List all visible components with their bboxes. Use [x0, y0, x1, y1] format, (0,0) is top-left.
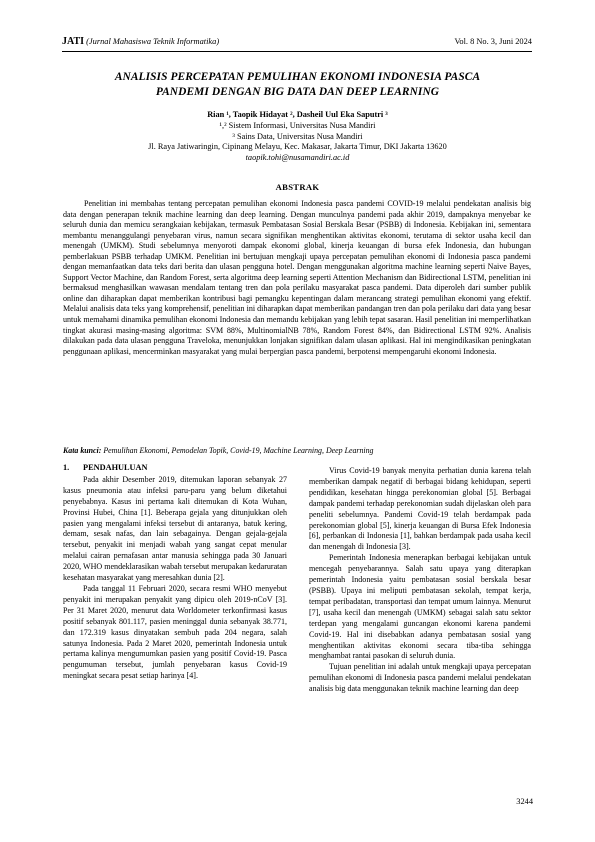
- keywords: [63, 446, 535, 455]
- header-divider: [62, 51, 532, 52]
- right-column: [309, 466, 531, 695]
- author-address: Jl. Raya Jatiwaringin, Cipinang Melayu, Kec. Makasar, Jakarta Timur, DKI Jakarta 13620: [148, 142, 447, 152]
- section-heading: [63, 463, 287, 474]
- abstract: [63, 199, 531, 357]
- body-paragraph: Pemerintah Indonesia menerapkan berbagai kebijakan untuk mencegah penyebarannya. Salah satu upaya yang diterapkan pemerintah Indonesia yaitu pembatasan sosial berskala besar (PSBB). Upaya ini meliputi pembatasan sekolah, tempat kerja, tempat peribadatan, transportasi dan tempat umum lainnya. Menurut [7], usaha kecil dan menengah (UMKM) sebagai salah satu sektor terdepan yang mengalami guncangan ekonomi karena pandemi Covid-19. Hal ini disebabkan adanya pembatasan sosial yang menghentikan aktivitas ekonomi secara tiba-tiba sehingga menghambat rantai pasokan di seluruh dunia.: [309, 553, 531, 661]
- author-names: Rian ¹, Taopik Hidayat ², Dasheil Uul Eka Saputri ³: [207, 110, 388, 119]
- body-paragraph: Pada akhir Desember 2019, ditemukan laporan sebanyak 27 kasus pneumonia atau infeksi paru-paru yang belum diketahui penyebabnya. Kasus ini pertama kali ditemukan di Kota Wuhan, Provinsi Hubei, China [1]. Beberapa gejala yang ditunjukkan oleh pasien yang mengalami infeksi tersebut di antaranya, batuk kering, demam, sesak nafas, dan lain sebagainya. Dengan gejala-gejala tersebut, penyakit ini menjadi wabah yang sangat cepat menular melalui cairan pernafasan antar manusia sehingga pada 30 Januari 2020, WHO mendeklarasikan wabah tersebut merupakan kedaruratan kesehatan masyarakat yang meresahkan dunia [2].: [63, 474, 287, 583]
- body-paragraph: Virus Covid-19 banyak menyita perhatian dunia karena telah memberikan dampak negatif di berbagai bidang kehidupan, seperti pendidikan, kesehatan hingga perekonomian global [5]. Berbagai dampak pandemi terhadap perekonomian sudah dijelaskan oleh para peneliti sebelumnya. Pandemi Covid-19 telah berdampak pada perekonomian global [5], kinerja keuangan di Bursa Efek Indonesia [6], perbankan di Indonesia [1], bahkan berdampak pada usaha kecil dan menengah di Indonesia [3].: [309, 466, 531, 552]
- left-column: [63, 463, 287, 682]
- author-email: taopik.tohi@nusamandiri.ac.id: [245, 153, 350, 163]
- author-block: [60, 110, 535, 164]
- abstract-heading: ABSTRAK: [275, 182, 320, 192]
- journal-name: [62, 36, 219, 47]
- running-header: [62, 36, 532, 50]
- journal-full-name: (Jurnal Mahasiswa Teknik Informatika): [86, 37, 220, 46]
- abstract-text: Penelitian ini membahas tentang percepatan pemulihan ekonomi Indonesia pasca pandemi COVID-19 melalui pendekatan analisis big data dengan penerapan teknik machine learning dan deep learning. Dengan munculnya pandemi pada akhir 2019, dampaknya menyebar ke seluruh dunia dan memicu serangkaian kebijakan, termasuk Pembatasan Sosial Berskala Besar (PSBB) di Indonesia. Kebijakan ini, sementara membantu menanggulangi penyebaran virus, namun secara signifikan menghentikan aktivitas ekonomi, terutama di sektor usaha kecil dan menengah (UMKM). Studi sebelumnya menyoroti dampak ekonomi global, kinerja keuangan di bursa efek Indonesia, dan hubungan pemberlakuan PSBB terhadap UMKM. Penelitian ini bertujuan mengkaji upaya percepatan pemulihan ekonomi di Indonesia pasca pandemi dengan memanfaatkan data teks dari berita dan ulasan pengguna hotel. Dengan menggunakan algoritma machine learning seperti Naive Bayes, Support Vector Machine, dan Random Forest, serta algoritma deep learning seperti Attention Mechanism dan Bidirectional LSTM, penelitian ini bermaksud menghasilkan wawasan mendalam tentang tren dan pola perilaku masyarakat pasca pandemi. Data diperoleh dari sumber publik online dan diharapkan dapat memberikan kontribusi bagi pemangku kepentingan dalam merancang strategi pemulihan ekonomi yang efektif. Melalui analisis data teks yang komprehensif, penelitian ini diharapkan dapat memberikan pandangan tren dan pola perilaku dari data yang besar untuk memahami dinamika pemulihan ekonomi Indonesia dan memandu kebijakan yang lebih tepat sasaran. Hasil penelitian ini memperlihatkan tingkat akurasi masing-masing algoritma: SVM 88%, MultinomialNB 78%, Random Forest 84%, dan Bidirectional LSTM 92%. Analisis dilakukan pada data ulasan pengguna Traveloka, menunjukkan lonjakan signifikan dalam ulasan aplikasi. Hal ini mengindikasikan peningkatan penggunaan aplikasi, mencerminkan masyarakat yang mulai berpergian pasca pandemi, berpotensi mempengaruhi ekonomi Indonesia.: [63, 199, 531, 356]
- title-line-1: ANALISIS PERCEPATAN PEMULIHAN EKONOMI INDONESIA PASCA: [114, 71, 481, 83]
- paper-title: [70, 70, 525, 100]
- page-number: 3244: [516, 797, 533, 806]
- title-line-2: PANDEMI DENGAN BIG DATA DAN DEEP LEARNING: [155, 86, 440, 98]
- keywords-label: Kata kunci:: [63, 446, 102, 455]
- affiliation-1: ¹,² Sistem Informasi, Universitas Nusa Mandiri: [219, 120, 376, 130]
- keywords-text: Pemulihan Ekonomi, Pemodelan Topik, Covid-19, Machine Learning, Deep Learning: [103, 446, 374, 455]
- journal-abbreviation: JATI: [62, 36, 85, 47]
- section-title: PENDAHULUAN: [83, 463, 148, 472]
- body-paragraph: Pada tanggal 11 Februari 2020, secara resmi WHO menyebut penyakit ini merupakan penyakit yang dipicu oleh 2019-nCoV [3]. Per 31 Maret 2020, menurut data Worldometer terkonfirmasi kasus positif sebanyak 801.117, pasien meninggal dunia sebanyak 38.771, dan 172.319 kasus dinyatakan sembuh pada 204 negara, salah satunya Indonesia. Pada 2 Maret 2020, pemerintah Indonesia untuk pertama kalinya mengumumkan pasien yang positif Covid-19. Pasca pengumuman tersebut, jumlah penyebaran kasus Covid-19 meningkat secara pesat setiap harinya [4].: [63, 583, 287, 681]
- body-paragraph: Tujuan penelitian ini adalah untuk mengkaji upaya percepatan pemulihan ekonomi di Indonesia pasca pandemi melalui pendekatan analisis big data menggunakan teknik machine learning dan deep: [309, 662, 531, 694]
- volume-info: Vol. 8 No. 3, Juni 2024: [454, 37, 532, 46]
- section-number: 1.: [63, 463, 70, 472]
- affiliation-2: ³ Sains Data, Universitas Nusa Mandiri: [232, 131, 363, 141]
